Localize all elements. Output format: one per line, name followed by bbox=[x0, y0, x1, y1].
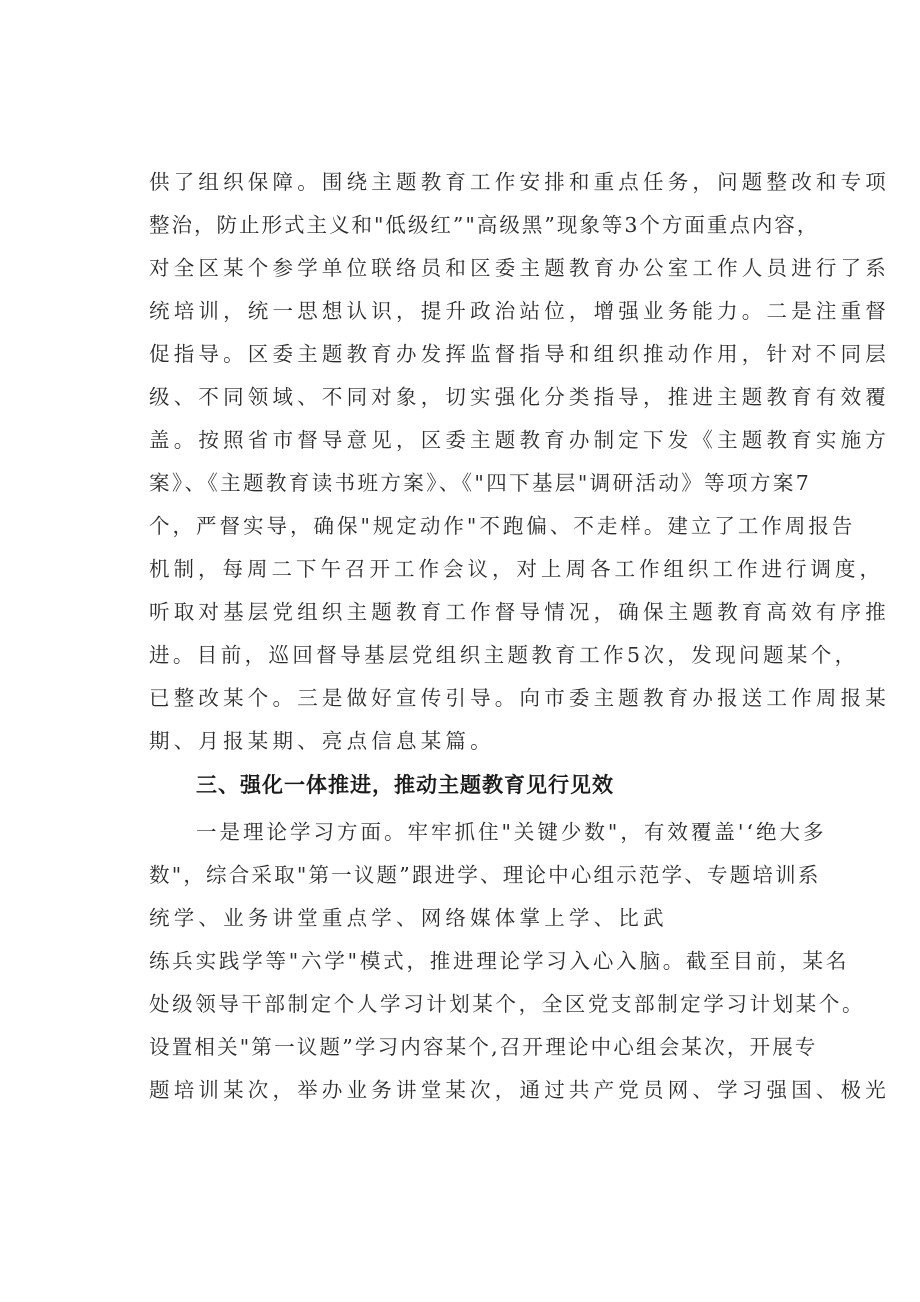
text-line: 级、不同领域、不同对象，切实强化分类指导，推进主题教育有效覆 bbox=[149, 385, 890, 409]
text-line: 统培训，统一思想认识，提升政治站位，增强业务能力。二是注重督 bbox=[149, 299, 890, 323]
text-line: 一是理论学习方面。牢牢抓住"关键少数"，有效覆盖'‘绝大多 bbox=[196, 820, 827, 844]
text-line: 个，严督实导，确保"规定动作"不跑偏、不走样。建立了工作周报告 bbox=[149, 514, 856, 538]
text-line: 听取对基层党组织主题教育工作督导情况，确保主题教育高效有序推 bbox=[149, 600, 890, 624]
text-line: 练兵实践学等"六学"模式，推进理论学习入心入脑。截至目前，某名 bbox=[149, 949, 850, 973]
text-line: 处级领导干部制定个人学习计划某个，全区党支部制定学习计划某个。 bbox=[149, 992, 866, 1016]
text-line: 题培训某次，举办业务讲堂某次，通过共产党员网、学习强国、极光 bbox=[149, 1078, 890, 1102]
text-line: 已整改某个。三是做好宣传引导。向市委主题教育办报送工作周报某 bbox=[149, 686, 890, 710]
text-line: 期、月报某期、亮点信息某篇。 bbox=[149, 729, 495, 753]
text-line: 案》、《主题教育读书班方案》、《"四下基层"调研活动》等项方案7 bbox=[149, 471, 812, 495]
text-line: 对全区某个参学单位联络员和区委主题教育办公室工作人员进行了系 bbox=[149, 256, 890, 280]
text-line: 盖。按照省市督导意见，区委主题教育办制定下发《主题教育实施方 bbox=[149, 428, 890, 452]
section-heading: 三、强化一体推进，推动主题教育见行见效 bbox=[196, 773, 614, 797]
text-line: 进。目前，巡回督导基层党组织主题教育工作5次，发现问题某个， bbox=[149, 643, 859, 667]
text-line: 整治，防止形式主义和"低级红”"高级黑”现象等3个方面重点内容， bbox=[149, 213, 820, 237]
text-line: 统学、业务讲堂重点学、网络媒体掌上学、比武 bbox=[149, 906, 668, 930]
text-line: 设置相关"第一议题”学习内容某个,召开理论中心组会某次，开展专 bbox=[149, 1035, 818, 1059]
text-line: 促指导。区委主题教育办发挥监督指导和组织推动作用，针对不同层 bbox=[149, 342, 890, 366]
text-line: 供了组织保障。围绕主题教育工作安排和重点任务，问题整改和专项 bbox=[149, 170, 890, 194]
text-line: 机制，每周二下午召开工作会议，对上周各工作组织工作进行调度， bbox=[149, 557, 884, 581]
text-line: 数"，综合采取"第一议题”跟进学、理论中心组示范学、专题培训系 bbox=[149, 863, 821, 887]
